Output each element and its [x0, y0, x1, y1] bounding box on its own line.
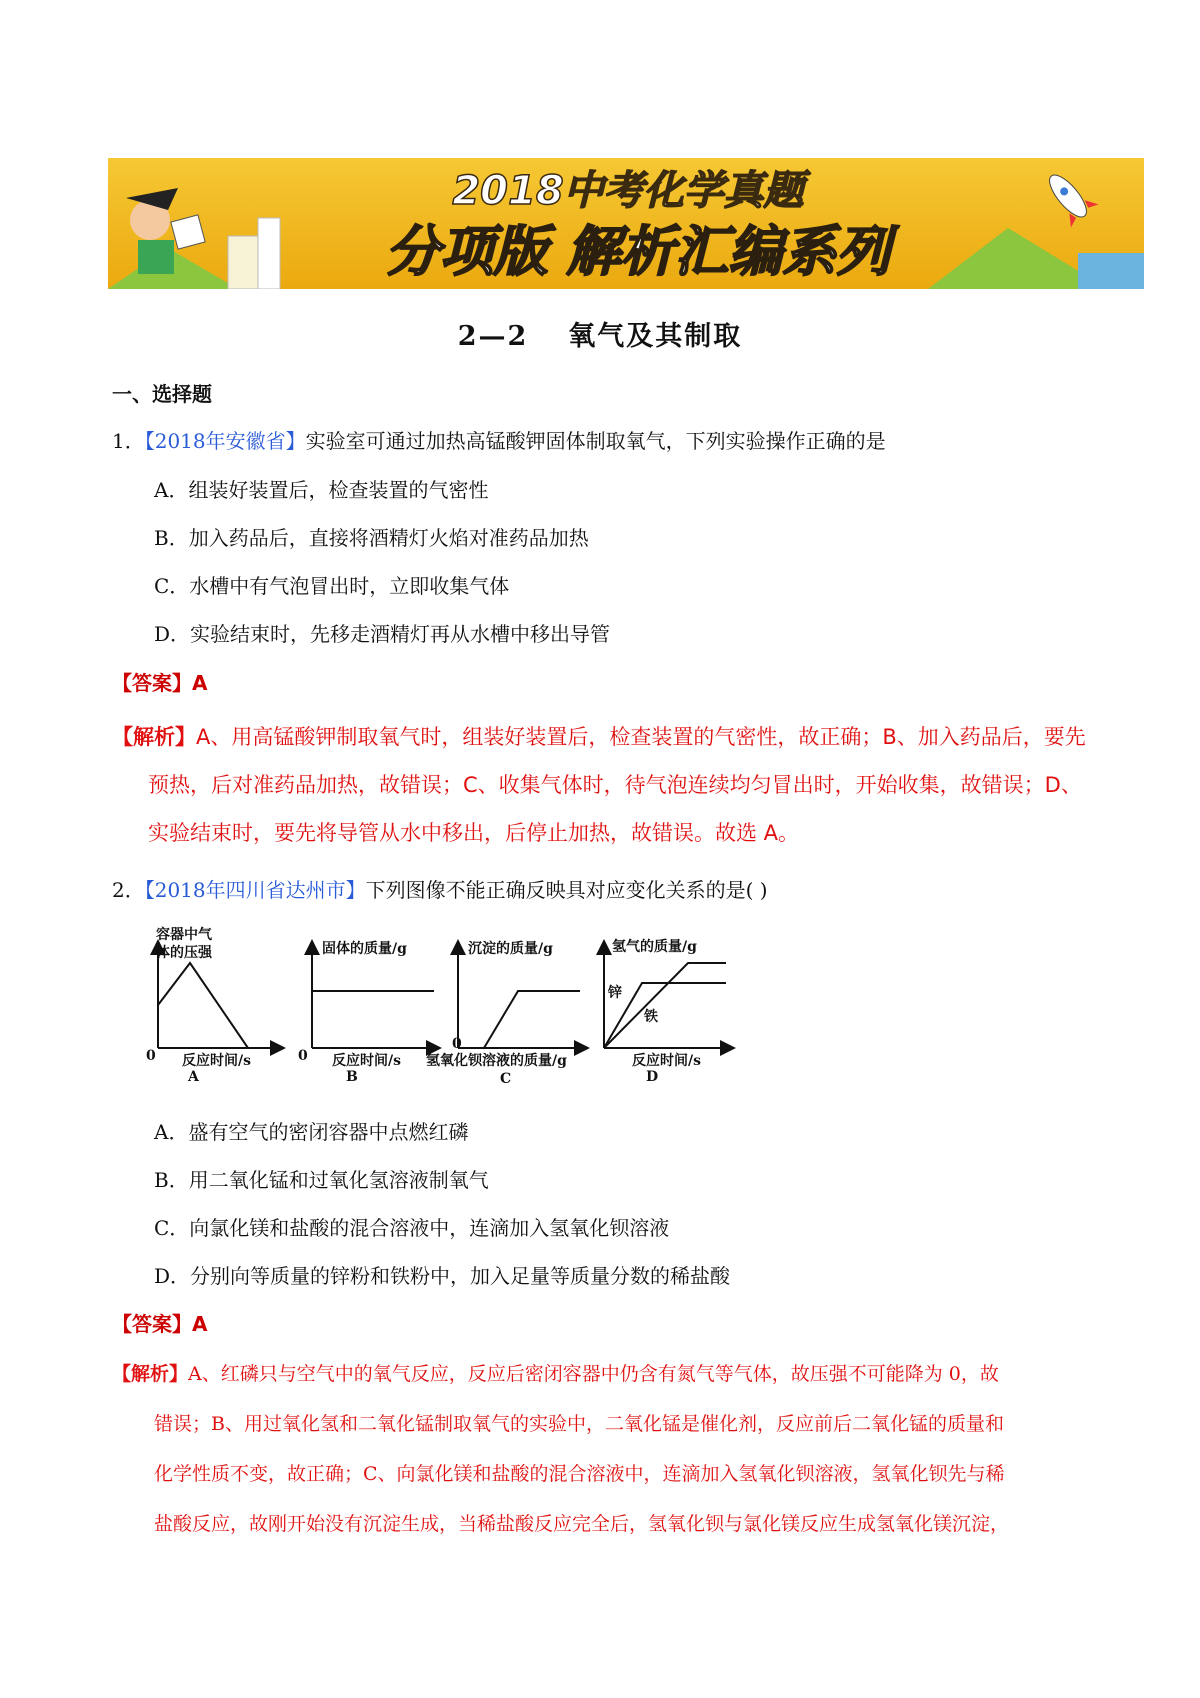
- q2-analysis-line-4: 盐酸反应，故刚开始没有沉淀生成，当稀盐酸反应完全后，氢氧化钡与氯化镁反应生成氢氧化镁沉淀，: [154, 1513, 1010, 1535]
- q1-option-c: C．水槽中有气泡冒出时，立即收集气体: [154, 574, 510, 598]
- graph-a-ylabel-1: 容器中气: [156, 927, 212, 943]
- analysis-label: 【解析】: [112, 1363, 189, 1385]
- graph-a-tag: A: [188, 1069, 199, 1085]
- banner-line2: 分项版 解析汇编系列: [385, 220, 891, 283]
- question-2-stem: [112, 874, 768, 903]
- q1-option-d: D．实验结束时，先移走酒精灯再从水槽中移出导管: [154, 622, 611, 646]
- graph-b-xlabel: 反应时间/s: [332, 1053, 401, 1069]
- q2-analysis-line-3: 化学性质不变，故正确；C、向氯化镁和盐酸的混合溶液中，连滴加入氢氧化钡溶液，氢氧化钡先与稀: [154, 1463, 1005, 1485]
- graph-d-zinc-label: 锌: [608, 985, 622, 1001]
- q1-analysis-line-1: [112, 721, 1086, 751]
- q2-graphs: [146, 925, 786, 1095]
- bracket-close: 】: [345, 878, 366, 902]
- q2-answer: 【答案】A: [112, 1312, 208, 1336]
- page-title: [0, 314, 1200, 353]
- graph-b-tag: B: [346, 1069, 358, 1085]
- bracket-close: 】: [285, 429, 306, 453]
- graphs-figure: [146, 925, 786, 1095]
- question-1-stem: [112, 425, 886, 454]
- graph-c-ylabel: 沉淀的质量/g: [468, 941, 553, 957]
- graph-d-xlabel: 反应时间/s: [632, 1053, 701, 1069]
- bracket-open: 【: [144, 878, 155, 902]
- question-number: 1．: [112, 429, 145, 453]
- banner-graphic: [108, 158, 1144, 289]
- graph-d-ylabel: 氢气的质量/g: [612, 939, 697, 955]
- graph-a-ylabel-2: 体的压强: [156, 945, 212, 961]
- q1-analysis-line-2: 预热，后对准药品加热，故错误；C、收集气体时，待气泡连续均匀冒出时，开始收集，故错误；D、: [148, 773, 1082, 797]
- question-source: 2018年四川省达州市: [154, 878, 346, 902]
- graph-d-iron-label: 铁: [644, 1009, 658, 1025]
- question-text: 下列图像不能正确反映具对应变化关系的是( ): [365, 878, 768, 902]
- q1-analysis-line-3: 实验结束时，要先将导管从水中移出，后停止加热，故错误。故选 A。: [148, 821, 800, 845]
- q2-analysis-line-1: [112, 1359, 999, 1386]
- analysis-text: A、红磷只与空气中的氧气反应，反应后密闭容器中仍含有氮气等气体，故压强不可能降为 0，故: [188, 1363, 999, 1385]
- section-heading: 一、选择题: [112, 382, 212, 406]
- header-banner: [108, 158, 1144, 289]
- title-text: 氧气及其制取: [568, 321, 743, 352]
- graph-b-origin: 0: [298, 1048, 308, 1064]
- question-text: 实验室可通过加热高锰酸钾固体制取氧气，下列实验操作正确的是: [305, 429, 886, 453]
- analysis-text: A、用高锰酸钾制取氧气时，组装好装置后，检查装置的气密性，故正确；B、加入药品后，要先: [196, 725, 1086, 749]
- q2-option-c: C．向氯化镁和盐酸的混合溶液中，连滴加入氢氧化钡溶液: [154, 1216, 670, 1240]
- graph-c-curve: [458, 991, 580, 1048]
- graph-d-iron-curve: [604, 963, 726, 1048]
- title-number: 2—2: [457, 321, 529, 352]
- graph-a-curve: [158, 963, 248, 1048]
- graph-c-xlabel: 氢氧化钡溶液的质量/g: [426, 1053, 567, 1069]
- analysis-label: 【解析】: [112, 725, 196, 749]
- graph-a-xlabel: 反应时间/s: [182, 1053, 251, 1069]
- q1-option-b: B．加入药品后，直接将酒精灯火焰对准药品加热: [154, 526, 589, 550]
- graph-b-ylabel: 固体的质量/g: [322, 941, 407, 957]
- question-source: 2018年安徽省: [154, 429, 286, 453]
- bracket-open: 【: [144, 429, 155, 453]
- q2-option-a: A．盛有空气的密闭容器中点燃红磷: [154, 1120, 469, 1144]
- banner-line1: 2018中考化学真题: [452, 168, 804, 214]
- graph-c-tag: C: [500, 1071, 512, 1087]
- q2-option-d: D．分别向等质量的锌粉和铁粉中，加入足量等质量分数的稀盐酸: [154, 1264, 731, 1288]
- q1-option-a: A．组装好装置后，检查装置的气密性: [154, 478, 489, 502]
- graph-c-origin: 0: [452, 1036, 462, 1052]
- q2-analysis-line-2: 错误；B、用过氧化氢和二氧化锰制取氧气的实验中，二氧化锰是催化剂，反应前后二氧化锰的质量和: [154, 1413, 1004, 1435]
- question-number: 2．: [112, 878, 145, 902]
- graph-a-origin: 0: [146, 1048, 156, 1064]
- graph-d-tag: D: [646, 1069, 659, 1085]
- graph-d-zinc-curve: [604, 983, 726, 1048]
- q2-option-b: B．用二氧化锰和过氧化氢溶液制氧气: [154, 1168, 489, 1192]
- q1-answer: 【答案】A: [112, 671, 208, 695]
